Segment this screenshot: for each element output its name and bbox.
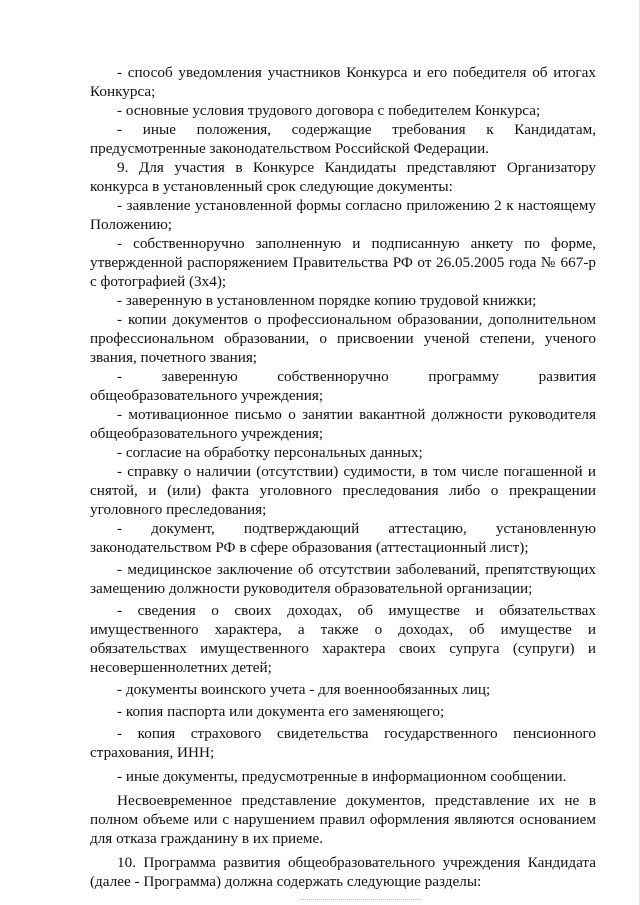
paragraph: - иные документы, предусмотренные в информационном сообщении. [117,768,567,785]
paragraph: - копии документов о профессиональном образовании, дополнительном профессиональном образовании, о присвоении ученой степени, ученого звания, почетного звания; [90,311,596,366]
paragraph: 10. Программа развития общеобразовательного учреждения Кандидата (далее - Программа) должна содержать следующие разделы: [90,854,596,890]
paragraph: - копия паспорта или документа его заменяющего; [117,703,445,720]
footer-scan-mark [300,899,420,902]
document-body [90,63,596,891]
paragraph: - сведения о своих доходах, об имуществе и обязательствах имущественного характера, а также о доходах, об имуществе и обязательствах имущественного характера своих супруга (супруги) и несовершеннолетних детей; [90,602,596,676]
paragraph: - мотивационное письмо о занятии вакантной должности руководителя общеобразовательного учреждения; [90,406,596,442]
paragraph: - иные положения, содержащие требования к Кандидатам, предусмотренные законодательством Российской Федерации. [90,121,596,157]
paragraph: - заявление установленной формы согласно приложению 2 к настоящему Положению; [90,197,596,233]
paragraph: - документы воинского учета - для военнообязанных лиц; [117,681,491,698]
paragraph: 9. Для участия в Конкурсе Кандидаты представляют Организатору конкурса в установленный срок следующие документы: [90,159,596,195]
paragraph: - документ, подтверждающий аттестацию, установленную законодательством РФ в сфере образования (аттестационный лист); [90,520,596,556]
paragraph: Несвоевременное представление документов, представление их не в полном объеме или с нарушением правил оформления являются основанием для отказа гражданину в их приеме. [90,792,596,847]
paragraph: - способ уведомления участников Конкурса и его победителя об итогах Конкурса; [90,64,596,100]
paragraph: - основные условия трудового договора с победителем Конкурса; [117,102,541,119]
paragraph: - согласие на обработку персональных данных; [117,444,423,461]
paragraph: - медицинское заключение об отсутствии заболеваний, препятствующих замещению должности руководителя образовательной организации; [90,561,596,597]
paragraph: - справку о наличии (отсутствии) судимости, в том числе погашенной и снятой, и (или) факта уголовного преследования либо о прекращении уголовного преследования; [90,463,596,518]
paragraph: - заверенную в установленном порядке копию трудовой книжки; [117,292,537,309]
paragraph: - заверенную собственноручно программу развития общеобразовательного учреждения; [90,368,596,404]
paragraph: - собственноручно заполненную и подписанную анкету по форме, утвержденной распоряжением Правительства РФ от 26.05.2005 года № 667-р с фотографией (3х4); [90,235,596,290]
paragraph: - копия страхового свидетельства государственного пенсионного страхования, ИНН; [90,725,596,761]
